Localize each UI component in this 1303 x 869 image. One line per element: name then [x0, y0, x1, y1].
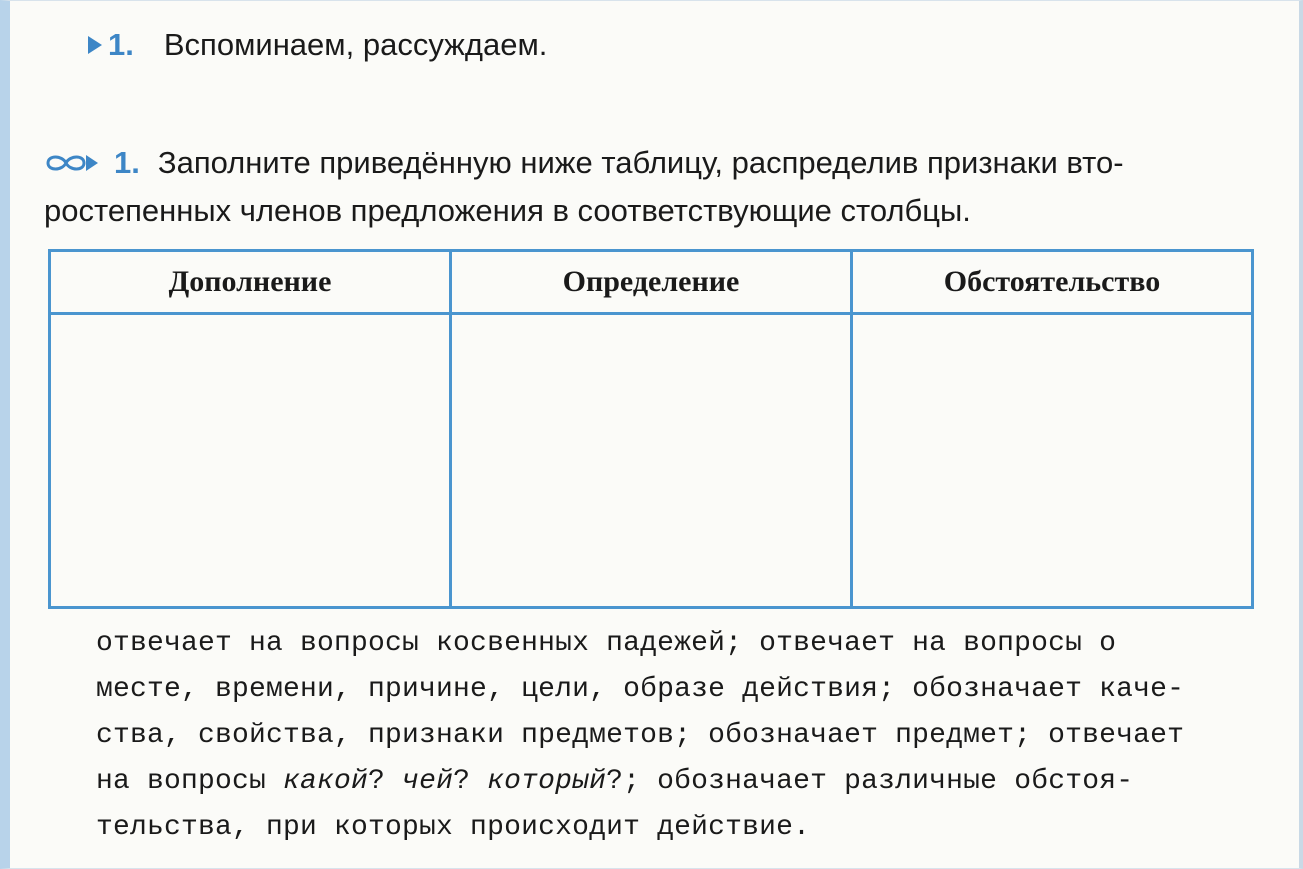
line4-sep1: ?	[368, 766, 403, 797]
features-line-2: месте, времени, причине, цели, образе действия; обозначает каче-	[96, 674, 1185, 705]
section-number: 1.	[108, 27, 134, 62]
header-obstoyatelstvo: Обстоятельство	[852, 251, 1253, 314]
line4-suffix: ?; обозначает различные обстоя-	[606, 766, 1134, 797]
task-symbol-icon	[44, 141, 102, 165]
triangle-bullet-icon	[88, 36, 102, 54]
task-number: 1.	[114, 145, 140, 180]
features-line-1: отвечает на вопросы косвенных падежей; отвечает на вопросы о	[96, 628, 1117, 659]
task-text-line2: ростепенных членов предложения в соответствующие столбцы.	[44, 193, 971, 228]
line4-sep2: ?	[453, 766, 488, 797]
cell-opredelenie[interactable]	[451, 314, 852, 608]
task-statement	[44, 139, 1264, 235]
features-line-5: тельства, при которых происходит действие.	[96, 812, 811, 843]
section-heading	[88, 25, 547, 65]
header-dopolnenie: Дополнение	[50, 251, 451, 314]
question-kakoy: какой	[283, 766, 369, 797]
section-title: Вспоминаем, рассуждаем.	[163, 27, 548, 62]
line4-prefix: на вопросы	[96, 766, 284, 797]
cell-dopolnenie[interactable]	[50, 314, 451, 608]
cell-obstoyatelstvo[interactable]	[852, 314, 1253, 608]
task-text-line1: Заполните приведённую ниже таблицу, распределив признаки вто-	[157, 145, 1124, 180]
question-chey: чей	[402, 766, 454, 797]
features-line-3: ства, свойства, признаки предметов; обозначает предмет; отвечает	[96, 720, 1185, 751]
members-table	[48, 249, 1254, 609]
features-line-4	[96, 759, 1261, 805]
header-opredelenie: Определение	[451, 251, 852, 314]
question-kotoryy: который	[487, 766, 607, 797]
features-text	[96, 621, 1261, 851]
